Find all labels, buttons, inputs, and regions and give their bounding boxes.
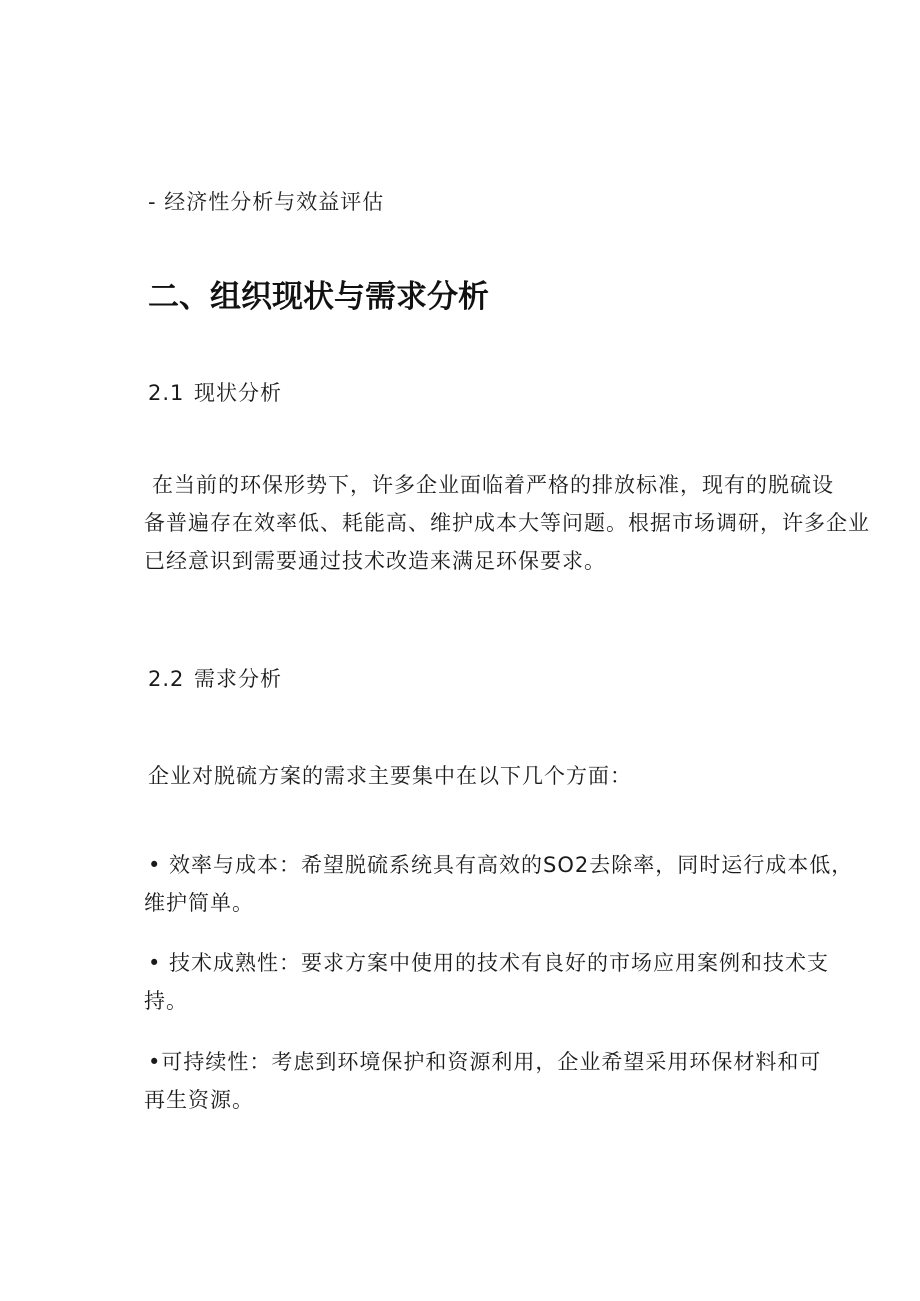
list-item-economic-analysis: - 经济性分析与效益评估	[148, 190, 385, 214]
bullet-line: • 技术成熟性：要求方案中使用的技术有良好的市场应用案例和技术支	[148, 951, 830, 975]
subsection-heading-2-1	[148, 377, 282, 407]
bullet-line: •可持续性：考虑到环境保护和资源利用，企业希望采用环保材料和可	[148, 1050, 822, 1074]
needs-bullet-maturity	[144, 944, 833, 1020]
bullet-line: 维护简单。	[144, 891, 254, 915]
paragraph-line: 备普遍存在效率低、耗能高、维护成本大等问题。根据市场调研，许多企业	[144, 511, 870, 535]
bullet-line: 持。	[144, 989, 188, 1013]
needs-intro: 企业对脱硫方案的需求主要集中在以下几个方面：	[148, 764, 632, 788]
bullet-line: • 效率与成本：希望脱硫系统具有高效的SO2去除率，同时运行成本低，	[148, 853, 854, 877]
paragraph-line: 已经意识到需要通过技术改造来满足环保要求。	[144, 549, 606, 573]
subsection-number: 2.1	[148, 381, 185, 405]
subsection-title: 需求分析	[194, 667, 282, 691]
subsection-title: 现状分析	[194, 381, 282, 405]
section-heading: 二、组织现状与需求分析	[148, 279, 489, 315]
needs-bullet-sustainability	[144, 1043, 833, 1119]
subsection-number: 2.2	[148, 667, 185, 691]
bullet-line: 再生资源。	[144, 1088, 254, 1112]
subsection-heading-2-2	[148, 663, 282, 693]
status-analysis-paragraph	[144, 466, 870, 580]
paragraph-line: 在当前的环保形势下，许多企业面临着严格的排放标准，现有的脱硫设	[152, 473, 834, 497]
needs-bullet-efficiency	[144, 846, 854, 922]
